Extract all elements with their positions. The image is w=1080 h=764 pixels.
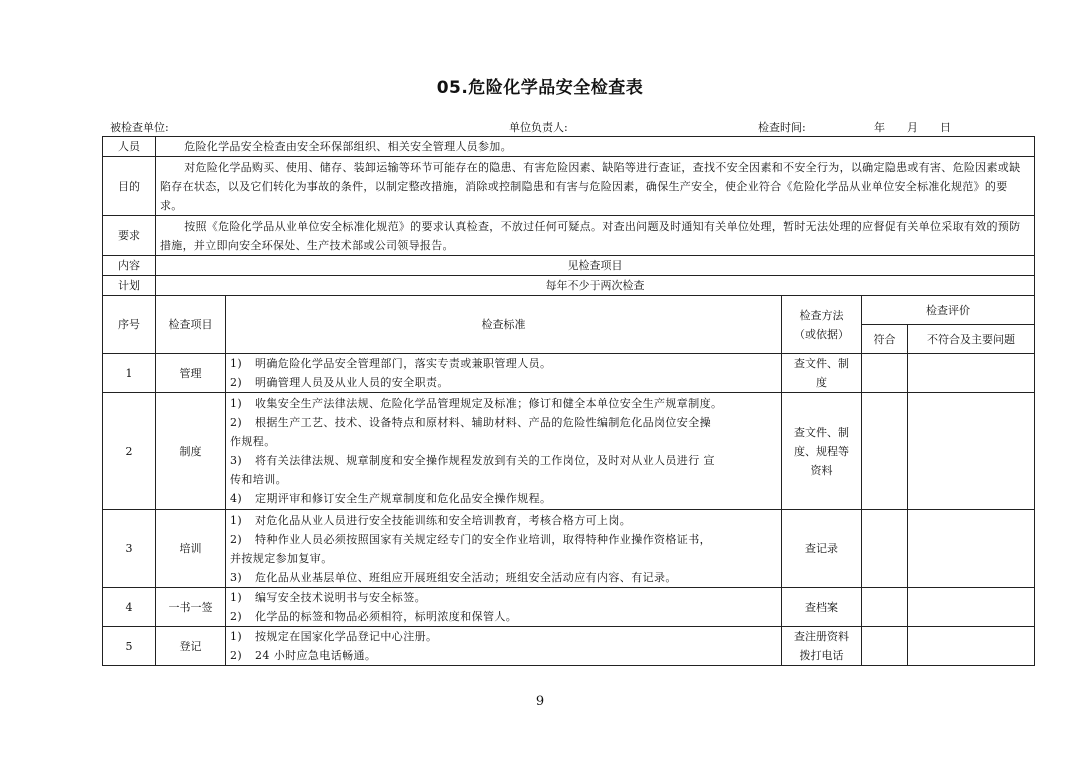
header-method-line2: （或依据） (794, 327, 849, 341)
table-row (103, 510, 1035, 588)
standard-text: 对危化品从业人员进行安全技能训练和安全培训教育，考核合格方可上岗。 (255, 513, 632, 527)
inspection-table (102, 136, 1035, 666)
info-row-personnel (103, 137, 1035, 157)
table-row (103, 354, 1035, 393)
standard-line (230, 451, 777, 470)
nonconform-cell[interactable] (908, 354, 1035, 393)
standard-line (230, 511, 777, 530)
method-line: 查注册资料 (794, 630, 849, 643)
method-line: 查文件、制 (794, 357, 849, 370)
standard-text: 按规定在国家化学品登记中心注册。 (255, 630, 438, 643)
method-line: 度、规程等 (794, 444, 849, 458)
info-text-personnel: 危险化学品安全检查由安全环保部组织、相关安全管理人员参加。 (156, 137, 1035, 157)
nonconform-cell[interactable] (908, 510, 1035, 588)
standard-number: 3) (230, 570, 243, 584)
info-row-requirement (103, 216, 1035, 256)
table-row (103, 393, 1035, 510)
standard-text: 并按规定参加复审。 (230, 551, 333, 565)
row-method (782, 588, 862, 627)
standard-line (230, 549, 777, 568)
standard-number: 2) (230, 649, 243, 662)
info-row-plan (103, 276, 1035, 296)
inspection-items (103, 354, 1035, 666)
nonconform-cell[interactable] (908, 393, 1035, 510)
standard-text: 明确管理人员及从业人员的安全职责。 (255, 376, 449, 389)
standard-line (230, 432, 777, 451)
standard-text: 根据生产工艺、技术、设备特点和原材料、辅助材料、产品的危险性编制危化品岗位安全操 (255, 416, 711, 429)
standard-number: 4) (230, 492, 243, 505)
standard-line (230, 646, 777, 665)
method-line: 度 (816, 376, 827, 389)
nonconform-cell[interactable] (908, 627, 1035, 666)
row-item: 登记 (156, 627, 226, 666)
table-row (103, 588, 1035, 627)
standard-line (230, 354, 777, 373)
info-text-requirement: 按照《危险化学品从业单位安全标准化规范》的要求认真检查，不放过任何可疑点。对查出问题及时通知有关单位处理，暂时无法处理的应督促有关单位采取有效的预防措施，并立即向安全环保处、生产技术部或公司领导报告。 (156, 216, 1035, 256)
row-method (782, 510, 862, 588)
info-text-plan: 每年不少于两次检查 (156, 276, 1035, 296)
standard-number: 1) (230, 397, 243, 410)
standard-text: 危化品从业基层单位、班组应开展班组安全活动；班组安全活动应有内容、有记录。 (255, 570, 677, 584)
standard-text: 将有关法律法规、规章制度和安全操作规程发放到有关的工作岗位，及时对从业人员进行 宣 (255, 454, 715, 467)
row-item: 管理 (156, 354, 226, 393)
row-standards (226, 627, 782, 666)
header-item: 检查项目 (156, 296, 226, 354)
standard-number: 1) (230, 630, 243, 643)
header-nonconform: 不符合及主要问题 (908, 325, 1035, 354)
year-label: 年 (874, 121, 885, 134)
row-seq: 3 (103, 510, 156, 588)
inspect-time-label: 检查时间: (758, 121, 806, 134)
row-item: 培训 (156, 510, 226, 588)
method-line: 查记录 (805, 542, 838, 555)
standard-line (230, 530, 777, 549)
header-method-line1: 检查方法 (799, 308, 844, 322)
header-seq: 序号 (103, 296, 156, 354)
row-method (782, 627, 862, 666)
day-label: 日 (940, 121, 951, 134)
standard-line (230, 568, 777, 587)
row-item: 制度 (156, 393, 226, 510)
standard-line (230, 607, 777, 626)
standard-line (230, 588, 777, 607)
table-row (103, 627, 1035, 666)
page-number: 9 (535, 694, 545, 709)
header-conform: 符合 (862, 325, 908, 354)
row-standards (226, 354, 782, 393)
info-label-plan: 计划 (103, 276, 156, 296)
nonconform-cell[interactable] (908, 588, 1035, 627)
info-row-content (103, 256, 1035, 276)
row-seq: 1 (103, 354, 156, 393)
row-method (782, 393, 862, 510)
standard-text: 作规程。 (230, 435, 276, 448)
standard-number: 3) (230, 454, 243, 467)
standard-text: 化学品的标签和物品必须相符，标明浓度和保管人。 (255, 610, 518, 623)
standard-text: 明确危险化学品安全管理部门，落实专责或兼职管理人员。 (255, 357, 552, 370)
info-label-personnel: 人员 (103, 137, 156, 157)
standard-number: 2) (230, 610, 243, 623)
table-header-row (103, 296, 1035, 325)
standard-line (230, 627, 777, 646)
row-seq: 2 (103, 393, 156, 510)
info-text-purpose: 对危险化学品购买、使用、储存、装卸运输等环节可能存在的隐患、有害危险因素、缺陷等进行查证，查找不安全因素和不安全行为，以确定隐患或有害、危险因素或缺陷存在状态，以及它们转化为事故的条件，以制定整改措施，消除或控制隐患和有害与危险因素，确保生产安全，使企业符合《危险化学品从业单位安全标准化规范》的要求。 (156, 157, 1035, 216)
conform-cell[interactable] (862, 393, 908, 510)
standard-text: 传和培训。 (230, 473, 287, 486)
header-standard: 检查标准 (226, 296, 782, 354)
standard-line (230, 373, 777, 392)
standard-line (230, 470, 777, 489)
month-label: 月 (907, 121, 918, 134)
row-standards (226, 588, 782, 627)
standard-text: 收集安全生产法律法规、危险化学品管理规定及标准；修订和健全本单位安全生产规章制度。 (255, 397, 723, 410)
standard-number: 2) (230, 416, 243, 429)
row-seq: 5 (103, 627, 156, 666)
row-method (782, 354, 862, 393)
standard-text: 定期评审和修订安全生产规章制度和危化品安全操作规程。 (255, 492, 552, 505)
info-row-purpose (103, 157, 1035, 216)
unit-head-label: 单位负责人: (509, 121, 568, 134)
method-line: 查档案 (805, 600, 838, 614)
standard-number: 1) (230, 357, 243, 370)
method-line: 资料 (810, 463, 833, 477)
conform-cell[interactable] (862, 627, 908, 666)
row-standards (226, 393, 782, 510)
info-label-content: 内容 (103, 256, 156, 276)
info-label-requirement: 要求 (103, 216, 156, 256)
standard-number: 2) (230, 532, 243, 546)
page-title: 05.危险化学品安全检查表 (436, 78, 644, 98)
standard-line (230, 413, 777, 432)
standard-text: 编写安全技术说明书与安全标签。 (255, 591, 426, 604)
row-item: 一书一签 (156, 588, 226, 627)
method-line: 拨打电话 (799, 649, 844, 662)
header-method (782, 296, 862, 354)
info-label-purpose: 目的 (103, 157, 156, 216)
standard-number: 1) (230, 513, 243, 527)
conform-cell[interactable] (862, 588, 908, 627)
row-seq: 4 (103, 588, 156, 627)
row-standards (226, 510, 782, 588)
method-line: 查文件、制 (794, 425, 849, 439)
standard-number: 2) (230, 376, 243, 389)
standard-line (230, 489, 777, 508)
conform-cell[interactable] (862, 354, 908, 393)
standard-line (230, 394, 777, 413)
info-text-content: 见检查项目 (156, 256, 1035, 276)
header-evaluation: 检查评价 (862, 296, 1035, 325)
standard-text: 特种作业人员必须按照国家有关规定经专门的安全作业培训，取得特种作业操作资格证书， (255, 532, 711, 546)
conform-cell[interactable] (862, 510, 908, 588)
standard-text: 24 小时应急电话畅通。 (255, 649, 377, 662)
standard-number: 1) (230, 591, 243, 604)
inspected-unit-label: 被检查单位: (110, 121, 169, 134)
